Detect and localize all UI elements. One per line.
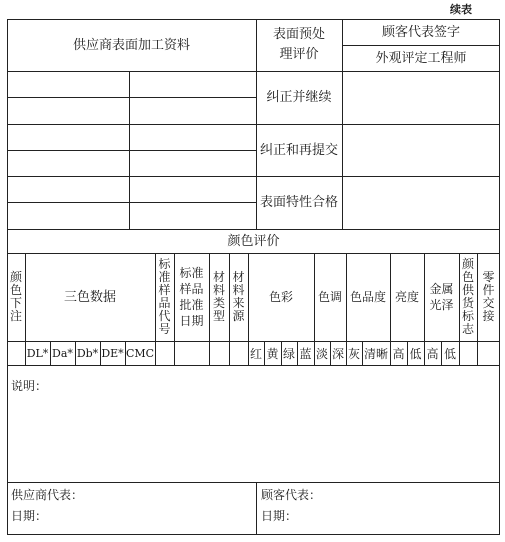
color-supply-mark-label: 颜色供货标志	[462, 257, 475, 336]
sub-header-gray: 灰	[347, 346, 360, 361]
customer-sign-title: 顾客代表签字	[381, 24, 460, 40]
row-divider	[7, 150, 256, 151]
supplier-rep-label: 供应商代表：	[11, 488, 84, 502]
appearance-engineer-title: 外观评定工程师	[375, 50, 467, 66]
metallic-gloss-header	[424, 253, 459, 341]
sub-header-cmc: CMC	[125, 346, 155, 360]
chroma-header: 色品度	[349, 290, 386, 304]
material-source-label: 材料来源	[232, 270, 245, 323]
sub-header-de: DE*	[101, 346, 124, 360]
sub-header-yellow: 黄	[266, 346, 279, 361]
customer-date-label: 日期：	[261, 509, 298, 523]
part-delivery-header	[477, 253, 500, 341]
brightness-header: 亮度	[394, 290, 419, 304]
row-divider	[7, 97, 256, 98]
sub-header-dl: DL*	[26, 346, 49, 360]
sub-header-metal-low: 低	[443, 346, 456, 361]
row-divider	[7, 202, 256, 203]
color-note-label: 颜色下注	[10, 270, 23, 323]
std-sample-code-label: 标准样品代号	[158, 257, 171, 336]
col-divider	[129, 71, 130, 229]
sub-header-bright-low: 低	[409, 346, 422, 361]
tone-header: 色调	[317, 290, 342, 304]
outcome-correct-resubmit: 纠正和再提交	[259, 142, 338, 158]
sub-header-clear: 清晰	[363, 346, 388, 361]
part-delivery-label: 零件交接	[482, 270, 495, 323]
row-divider	[7, 71, 500, 72]
row-divider	[7, 482, 500, 483]
continued-label: 续表	[450, 3, 472, 16]
supplier-info-title: 供应商表面加工资料	[72, 37, 190, 53]
material-source-header	[229, 253, 248, 341]
pretreat-eval-label: 表面预处理评价	[272, 27, 325, 62]
material-type-header	[209, 253, 229, 341]
row-divider	[7, 365, 500, 366]
sub-header-bright-high: 高	[392, 346, 405, 361]
outcome-surface-ok: 表面特性合格	[259, 195, 338, 210]
sub-header-da: Da*	[52, 346, 73, 360]
outcome-correct-continue: 纠正并继续	[266, 90, 332, 105]
row-divider	[7, 124, 500, 125]
std-sample-approval-label: 标准样品批准日期	[179, 266, 204, 328]
sub-header-dark: 深	[331, 346, 344, 361]
tristimulus-header: 三色数据	[63, 289, 116, 305]
color-eval-title: 颜色评价	[227, 233, 280, 249]
sub-header-metal-high: 高	[426, 346, 439, 361]
sub-header-db: Db*	[76, 346, 99, 360]
sub-header-green: 绿	[282, 346, 295, 361]
supplier-date-label: 日期：	[11, 509, 48, 523]
sub-header-light: 淡	[315, 346, 328, 361]
sub-header-blue: 蓝	[299, 346, 312, 361]
material-type-label: 材料类型	[213, 270, 226, 323]
sub-header-red: 红	[249, 346, 262, 361]
col-divider	[256, 482, 257, 535]
std-sample-approval-header	[174, 253, 209, 341]
row-divider	[7, 176, 500, 177]
hue-header: 色彩	[268, 290, 293, 304]
metallic-gloss-label: 金属光泽	[429, 282, 454, 312]
color-note-header	[7, 253, 25, 341]
notes-label: 说明：	[11, 379, 48, 393]
color-supply-mark-header	[459, 253, 477, 341]
std-sample-code-header	[155, 253, 174, 341]
customer-rep-label: 顾客代表：	[261, 488, 322, 502]
pretreat-eval-title	[256, 19, 342, 71]
